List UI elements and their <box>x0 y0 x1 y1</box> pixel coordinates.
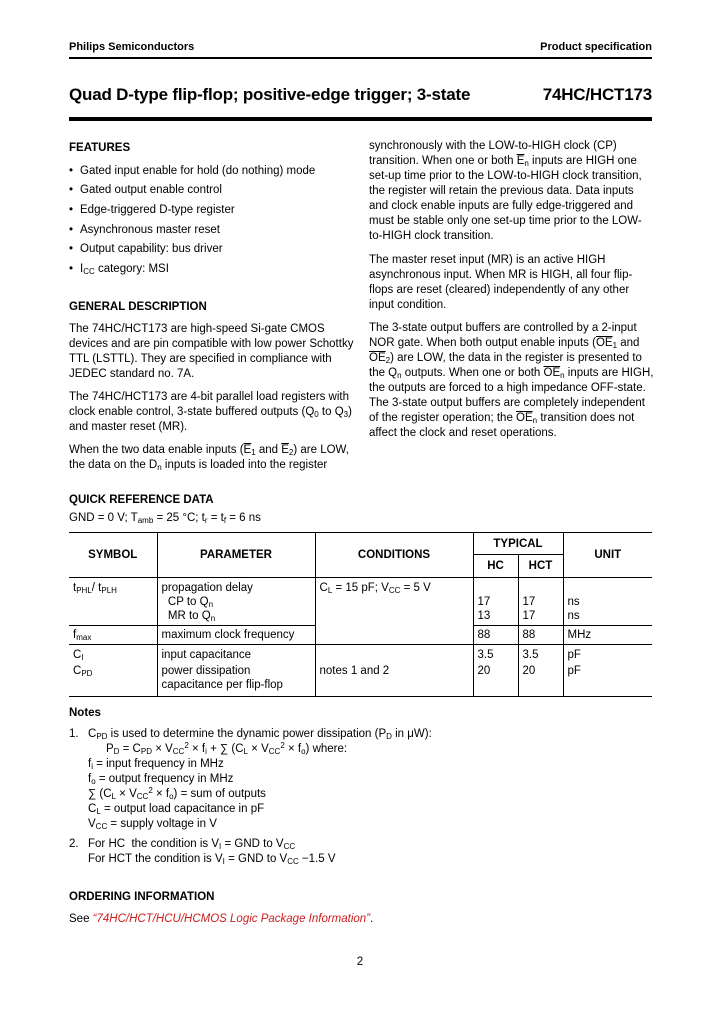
package-info-link[interactable]: “74HC/HCT/HCU/HCMOS Logic Package Information” <box>92 913 371 925</box>
general-para-4: synchronously with the LOW-to-HIGH clock (CP) transition. When one or both $\overline{E}_n$ inputs are HIGH one set-up time prior to the LOW-to-HIGH clock transition, the register will retain the previous data. Data inputs and clock enable inputs are fully edge-triggered and must be stable only one set-up time prior to the LOW-to-HIGH clock transition. <box>369 140 642 242</box>
qrd-conditions: GND = 0 V; $T_{amb} = 25$ °C; $t_r = t_f = 6$ ns <box>69 512 261 525</box>
table-row: $f_{max}$ maximum clock frequency 88 88 MHz <box>69 626 652 645</box>
ordering-heading: ORDERING INFORMATION <box>69 891 215 903</box>
feature-item: • Edge-triggered D-type register <box>80 203 235 218</box>
features-heading: FEATURES <box>69 142 131 154</box>
header-rule <box>69 57 652 59</box>
quick-reference-table <box>69 532 652 697</box>
qrd-heading: QUICK REFERENCE DATA <box>69 494 214 506</box>
part-number: 74HC/HCT173 <box>542 85 652 104</box>
general-para-3: When the two data enable inputs ($\overline{E}_1$ and $\overline{E}_2$) are LOW, the data on the $D_n$ inputs is loaded into the register <box>69 444 349 472</box>
col-conditions: CONDITIONS <box>315 533 473 578</box>
table-row: $t_{PHL}/$ $t_{PLH}$ propagation delay CP to $Q_n$ MR to $Q_n$ $C_L = 15$ pF; $V_{CC} = 5$ V 17 13 17 17 ns ns <box>69 578 652 626</box>
feature-item: • Gated output enable control <box>80 183 222 198</box>
col-hc: HC <box>473 555 518 578</box>
note-2: For HC the condition is $V_I$ = GND to $V_{CC}$ For HCT the condition is $V_I$ = GND to $V_{CC} -1.5$ V <box>88 838 336 866</box>
col-symbol: SYMBOL <box>69 533 157 578</box>
table-row: $C_I$ input capacitance 3.5 3.5 pF <box>69 645 652 665</box>
feature-item: • $I_{CC}$ category: MSI <box>80 262 169 277</box>
note-1: $C_{PD}$ is used to determine the dynamic power dissipation ($P_D$ in μW): $P_D = C_{PD} \times V_{CC}^2 \times f_i$ + ∑ $(C_L \times V_{CC}^2 \times f_o)$ where: $f_i$ = input frequency in MHz $f_o$ = output frequency in MHz ∑ $(C_L \times V_{CC}^2 \times f_o)$ = sum of outputs $C_L$ = output load capacitance in pF $V_{CC}$ = supply voltage in V <box>88 728 432 831</box>
general-para-1: The 74HC/HCT173 are high-speed Si-gate CMOS devices and are pin compatible with low power Schottky TTL (LSTTL). They are specified in compliance with JEDEC standard no. 7A. <box>69 323 354 380</box>
feature-item: • Gated input enable for hold (do nothing) mode <box>80 164 315 179</box>
table-row: $C_{PD}$ power dissipation capacitance per flip-flop notes 1 and 2 20 20 pF <box>69 664 652 697</box>
feature-item: • Output capability: bus driver <box>80 242 223 257</box>
page-number: 2 <box>356 956 364 968</box>
document-type: Product specification <box>540 41 652 53</box>
general-description-heading: GENERAL DESCRIPTION <box>69 301 207 313</box>
company-name: Philips Semiconductors <box>69 41 195 53</box>
general-para-5: The master reset input (MR) is an active HIGH asynchronous input. When MR is HIGH, all four flip-flops are reset (cleared) independently of any other input condition. <box>369 254 633 311</box>
notes-heading: Notes <box>69 707 101 719</box>
title-rule <box>69 117 652 121</box>
col-unit: UNIT <box>563 533 652 578</box>
document-title: Quad D-type flip-flop; positive-edge trigger; 3-state <box>69 85 471 104</box>
general-para-2: The 74HC/HCT173 are 4-bit parallel load registers with clock enable control, 3-state buffered outputs ($Q_0$ to $Q_3$) and master reset (MR). <box>69 391 352 433</box>
note-1-number: 1. <box>69 728 79 740</box>
note-2-number: 2. <box>69 838 79 850</box>
ordering-text: See “74HC/HCT/HCU/HCMOS Logic Package Information”. <box>69 913 374 925</box>
col-typical: TYPICAL <box>473 533 563 555</box>
general-para-6: The 3-state output buffers are controlled by a 2-input NOR gate. When both output enable inputs ($\overline{OE}_1$ and $\overline{OE}_2$) are LOW, the data in the register is presented to the $Q_n$ outputs. When one or both $\overline{OE}_n$ inputs are HIGH, the outputs are forced to a high impedance OFF-state. The 3-state output buffers are completely independent of the register operation; the $\overline{OE}_n$ transition does not affect the clock and reset operations. <box>369 322 654 439</box>
feature-item: • Asynchronous master reset <box>80 223 220 238</box>
col-parameter: PARAMETER <box>157 533 315 578</box>
col-hct: HCT <box>518 555 563 578</box>
